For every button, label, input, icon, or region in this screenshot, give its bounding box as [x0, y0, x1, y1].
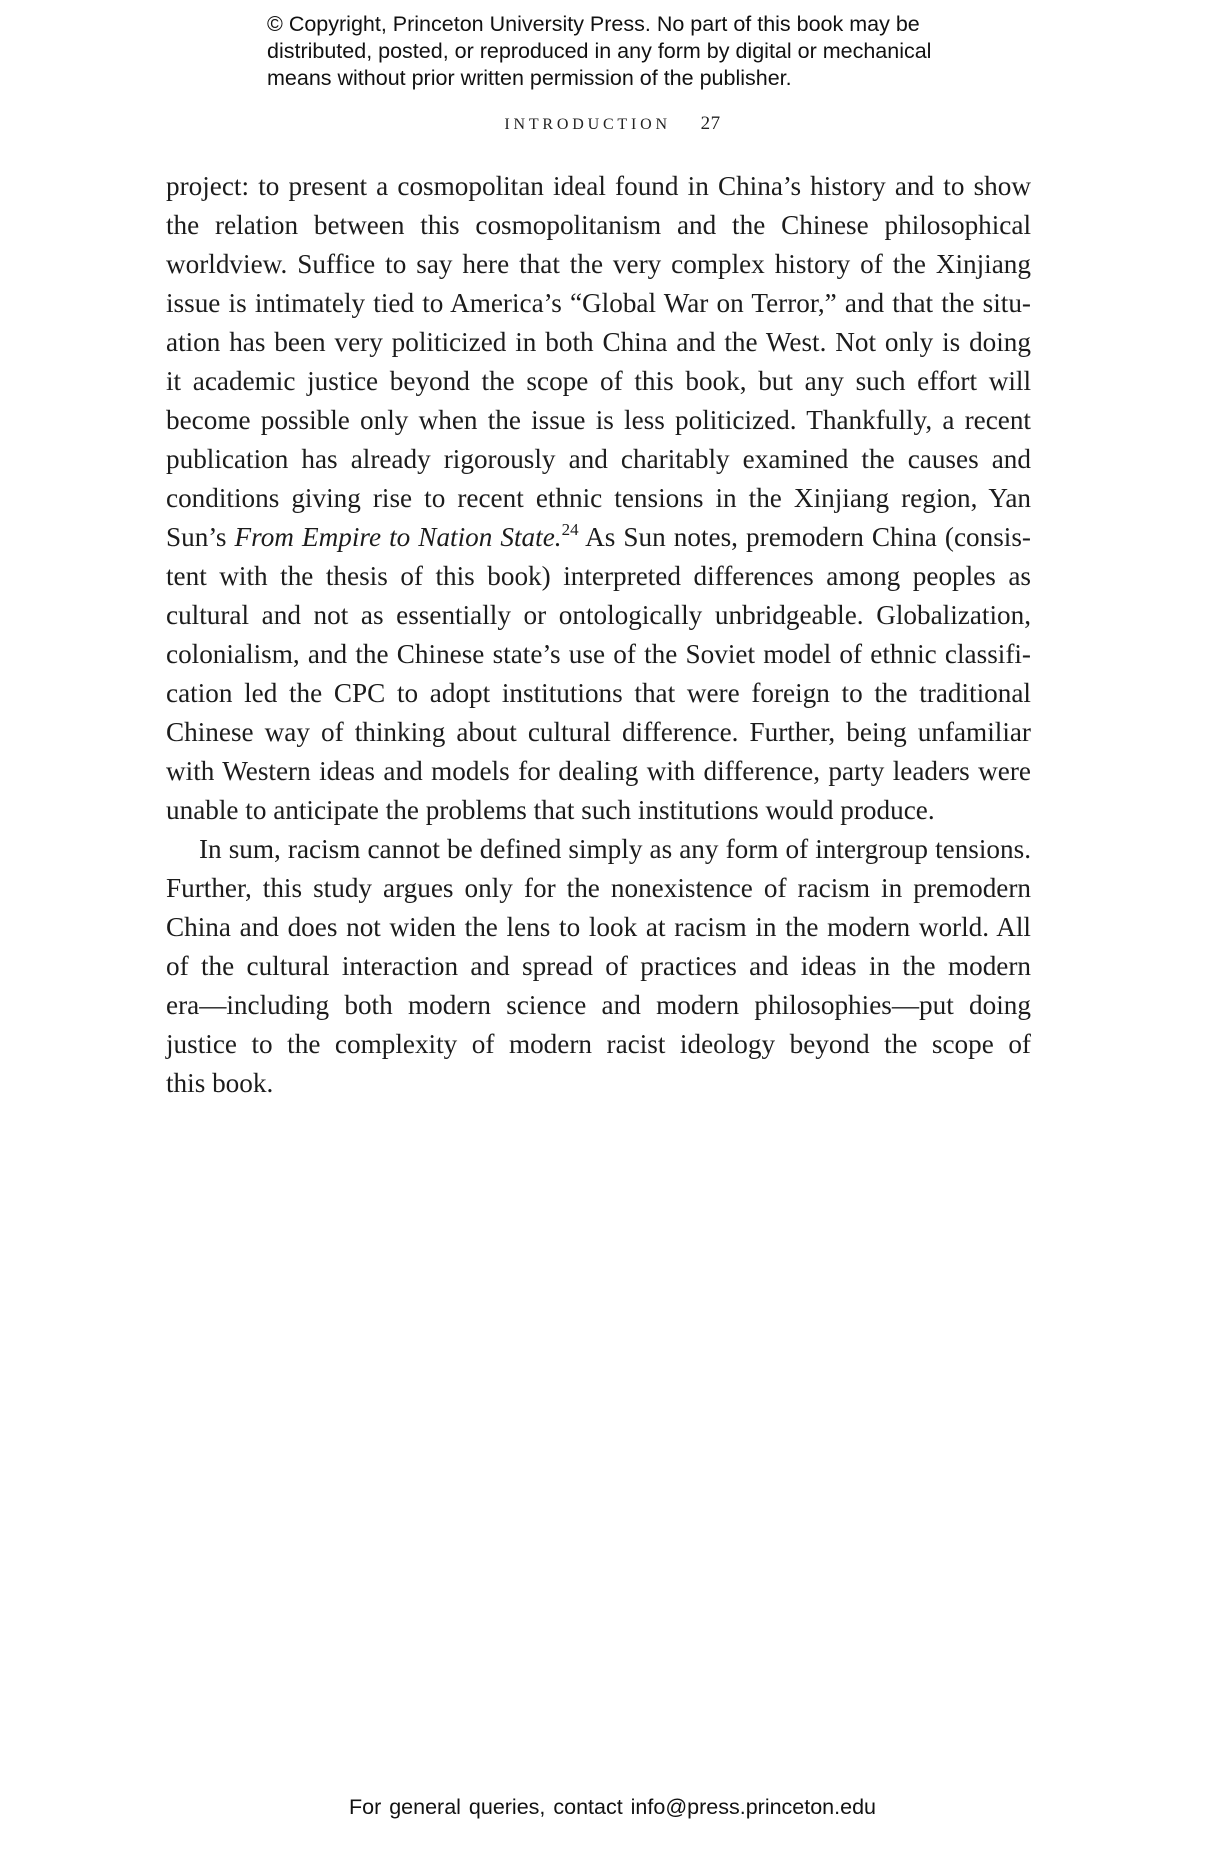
body-text: [166, 167, 1031, 1103]
text-line: it academic justice beyond the scope of this book, but any such effort will: [166, 366, 1031, 396]
copyright-notice: [267, 11, 997, 92]
running-head: [0, 113, 1225, 135]
book-title: From Empire to Nation State.: [234, 522, 562, 552]
paragraph: [166, 830, 1031, 1103]
footer-contact: For general queries, contact info@press.princeton.edu: [348, 1795, 876, 1819]
text-line: Further, this study argues only for the nonexistence of racism in premodern: [166, 873, 1031, 903]
page-number: 27: [700, 113, 721, 134]
text-line: with Western ideas and models for dealing with difference, party leaders were: [166, 756, 1031, 786]
copyright-line: distributed, posted, or reproduced in any form by digital or mechanical: [267, 39, 932, 63]
text-line: ation has been very politicized in both China and the West. Not only is doing: [166, 327, 1031, 357]
text-line: cation led the CPC to adopt institutions that were foreign to the traditional: [166, 678, 1031, 708]
text-line: justice to the complexity of modern racist ideology beyond the scope of: [166, 1029, 1031, 1059]
copyright-line: © Copyright, Princeton University Press. No part of this book may be: [267, 12, 920, 36]
text-line: the relation between this cosmopolitanism and the Chinese philosophical: [166, 210, 1031, 240]
text-line: cultural and not as essentially or ontologically unbridgeable. Globalization,: [166, 600, 1031, 630]
text-line: this book.: [166, 1068, 274, 1098]
text-line: become possible only when the issue is less politicized. Thankfully, a recent: [166, 405, 1031, 435]
text-run: Sun’s: [166, 522, 235, 552]
copyright-line: means without prior written permission of the publisher.: [267, 66, 792, 90]
footnote-reference[interactable]: 24: [561, 520, 579, 539]
running-head-title: INTRODUCTION: [504, 116, 671, 133]
text-line: project: to present a cosmopolitan ideal found in China’s history and to show: [166, 171, 1031, 201]
text-line: China and does not widen the lens to look at racism in the modern world. All: [166, 912, 1031, 942]
text-line: publication has already rigorously and charitably examined the causes and: [166, 444, 1031, 474]
text-line: colonialism, and the Chinese state’s use of the Soviet model of ethnic classifi-: [166, 639, 1031, 669]
text-line: worldview. Suffice to say here that the very complex history of the Xinjiang: [166, 249, 1031, 279]
text-line: Chinese way of thinking about cultural difference. Further, being unfamiliar: [166, 717, 1031, 747]
text-line: conditions giving rise to recent ethnic tensions in the Xinjiang region, Yan: [166, 483, 1031, 513]
text-run: As Sun notes, premodern China (consis-: [578, 522, 1031, 552]
text-line: issue is intimately tied to America’s “Global War on Terror,” and that the situ-: [166, 288, 1031, 318]
text-line: of the cultural interaction and spread of practices and ideas in the modern: [166, 951, 1031, 981]
text-line: unable to anticipate the problems that such institutions would produce.: [166, 795, 935, 825]
text-line: In sum, racism cannot be defined simply as any form of intergroup tensions.: [199, 834, 1031, 864]
paragraph: [166, 167, 1031, 830]
text-line: [166, 518, 1031, 557]
text-line: era—including both modern science and modern philosophies—put doing: [166, 990, 1031, 1020]
text-line: tent with the thesis of this book) interpreted differences among peoples as: [166, 561, 1031, 591]
